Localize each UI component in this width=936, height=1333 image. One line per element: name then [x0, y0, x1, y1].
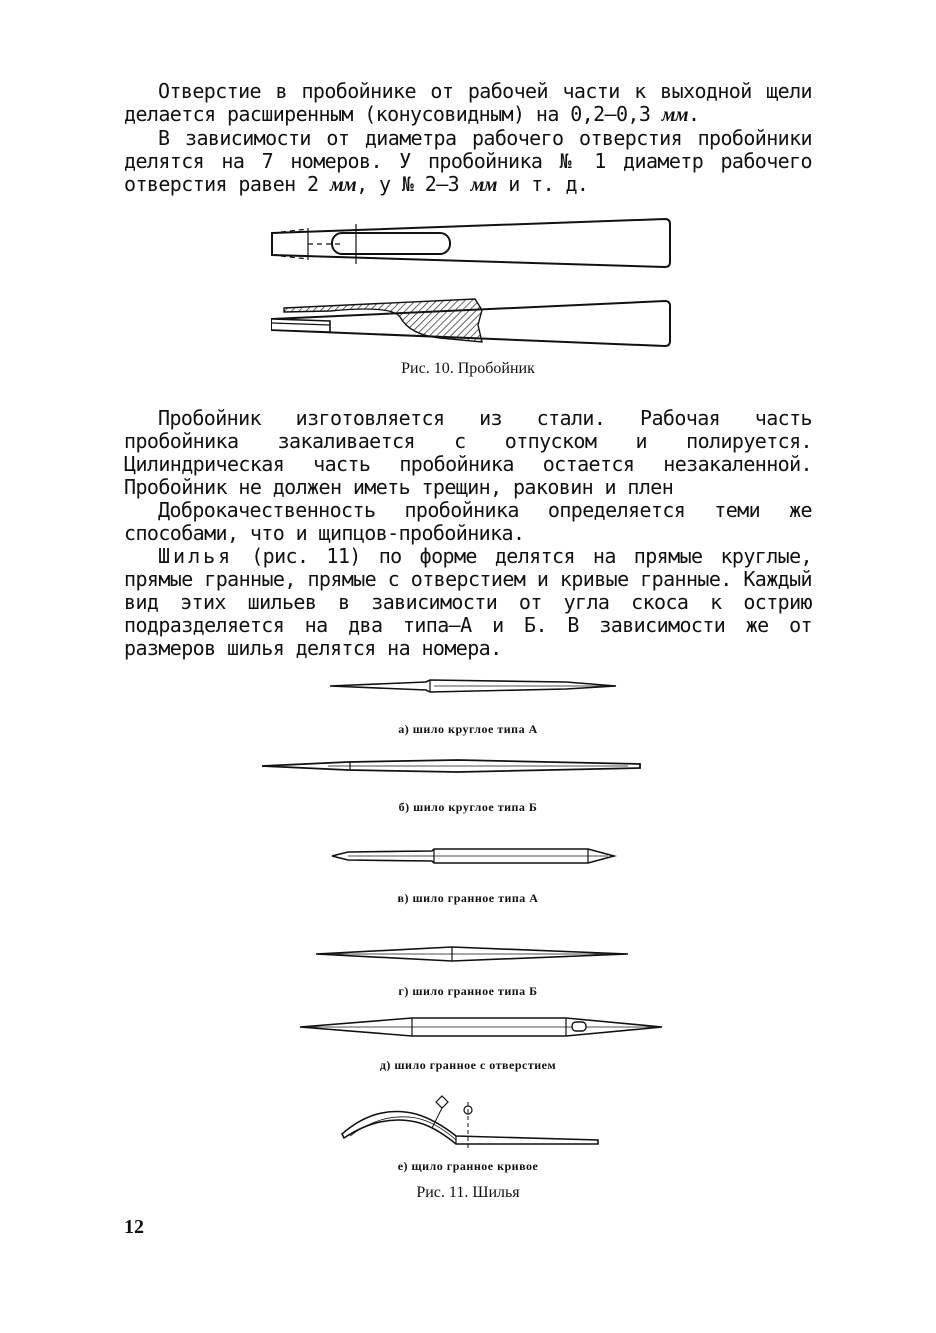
- paragraph-3: [124, 407, 812, 499]
- punch-top-view: [272, 219, 670, 267]
- awl-faceted-with-hole: [296, 1014, 668, 1040]
- awl-e-caption: е) щило гранное кривое: [397, 1159, 539, 1173]
- awl-faceted-curved: [336, 1092, 606, 1152]
- unit-mm: мм: [470, 174, 497, 196]
- awl-v-caption: в) шило гранное типа А: [397, 891, 539, 905]
- paragraph-2-mid: , у № 2—3: [356, 172, 460, 196]
- awl-faceted-type-a: [328, 844, 620, 868]
- paragraph-5: [124, 545, 812, 660]
- awl-b-caption: б) шило круглое типа Б: [398, 800, 538, 814]
- awl-d-caption: д) шило гранное с отверстием: [379, 1058, 557, 1072]
- paragraph-1: Отверстие в пробойнике от рабочей части к выходной щели делается расширенным (конусовидным) на 0,2—0,3 мм.: [124, 79, 812, 126]
- unit-mm: мм: [329, 174, 357, 196]
- paragraph-5-text: (рис. 11) по форме делятся на прямые круглые, прямые гранные, прямые с отверстием и кривые гранные. Каждый вид этих шильев в зависимости от угла скоса к острию подразделяется на два типа—А и Б. В зависимости же от размеров шилья делятся на номера.: [124, 544, 812, 660]
- page-number: 12: [124, 1216, 144, 1238]
- awl-round-type-a: [326, 674, 626, 698]
- figure-10-punch: [260, 215, 680, 355]
- paragraph-4-text: Доброкачественность пробойника определяется теми же способами, что и щипцов-пробойника.: [124, 498, 812, 545]
- awl-round-type-b: [258, 754, 648, 778]
- figure-11-caption: Рис. 11. Шилья: [416, 1184, 520, 1201]
- punch-section-view: [272, 299, 670, 346]
- unit-mm: мм: [661, 104, 688, 126]
- awl-faceted-type-b: [312, 942, 632, 966]
- paragraph-3-text: Пробойник изготовляется из стали. Рабочая часть пробойника закаливается с отпуском и полируется. Цилиндрическая часть пробойника остается незакаленной. Пробойник не должен иметь трещин, раковин и плен: [124, 406, 812, 499]
- paragraph-2-end: и т. д.: [508, 172, 589, 196]
- awl-a-caption: а) шило круглое типа А: [398, 722, 538, 736]
- paragraph-2-text: В зависимости от диаметра рабочего отверстия пробойники делятся на 7 номеров. У пробойника № 1 диаметр рабочего отверстия равен 2: [124, 126, 812, 196]
- paragraph-1-text: Отверстие в пробойнике от рабочей части к выходной щели делается расширенным (конусовидным) на 0,2—0,3: [124, 79, 812, 126]
- paragraph-4: [124, 499, 812, 545]
- figure-10-caption: Рис. 10. Пробойник: [401, 360, 535, 377]
- awl-g-caption: г) шило гранное типа Б: [398, 984, 538, 998]
- term-shilya: Шилья: [158, 544, 234, 568]
- paragraph-2: [124, 127, 812, 197]
